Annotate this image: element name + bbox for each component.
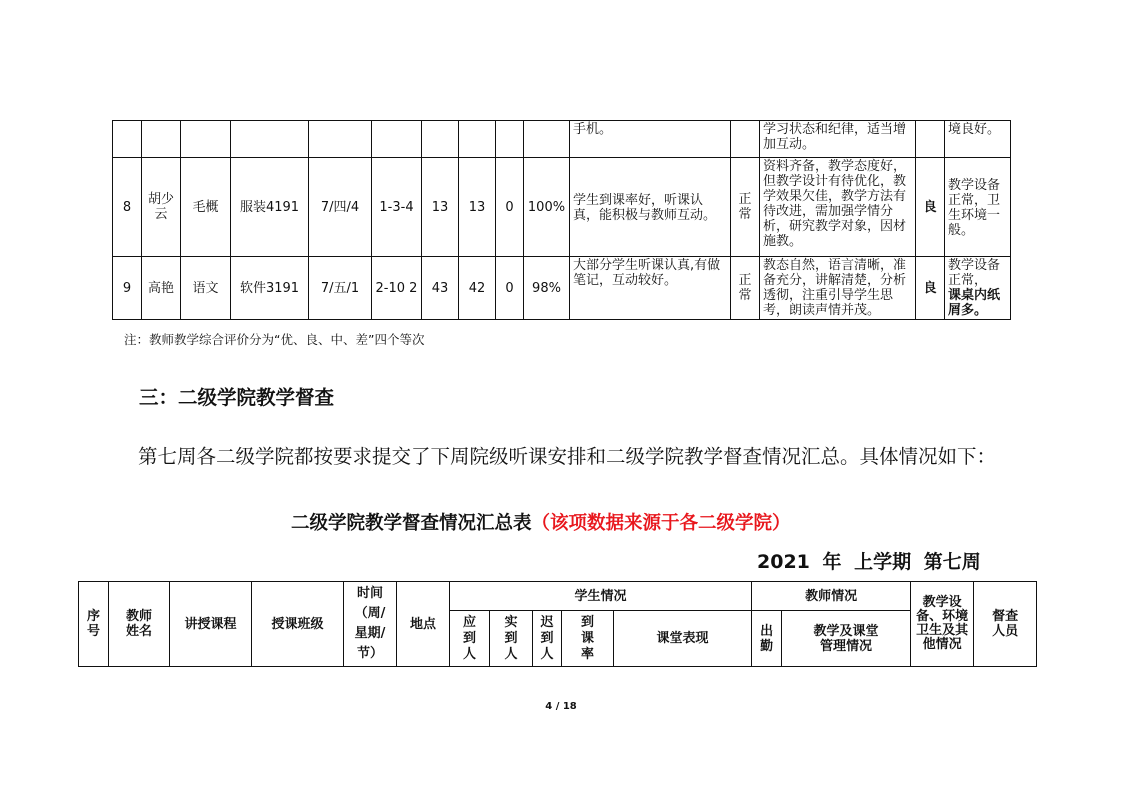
attendance-rate: 100% (524, 158, 570, 257)
time: 7/四/4 (309, 158, 372, 257)
rating (916, 121, 945, 158)
time (309, 121, 372, 158)
environment-line: 教学设备正常， (948, 258, 1001, 288)
header-late-text: 迟到人 (540, 614, 554, 662)
row-no: 9 (113, 257, 142, 320)
header-actual (490, 611, 533, 667)
header-teacher-name (109, 582, 170, 667)
header-management-text: 教学及课堂管理情况 (813, 623, 879, 654)
class-performance: 大部分学生听课认真,有做笔记，互动较好。 (570, 257, 731, 320)
time: 7/五/1 (309, 257, 372, 320)
teacher-attendance: 正常 (731, 257, 760, 320)
header-inspector (974, 582, 1037, 667)
header-expected-text: 应到人 (463, 614, 477, 662)
teacher-attendance (731, 121, 760, 158)
evaluation-note: 注：教师教学综合评价分为“优、良、中、差”四个等次 (124, 332, 425, 347)
actual-count: 42 (459, 257, 496, 320)
attendance-rate (524, 121, 570, 158)
class: 软件3191 (231, 257, 309, 320)
table-row (113, 158, 1011, 257)
environment: 教学设备正常，卫生环境一般。 (945, 158, 1011, 257)
teacher-evaluation-table (112, 120, 1011, 320)
header-environment-text: 教学设备、环境卫生及其他情况 (916, 595, 969, 652)
class: 服装4191 (231, 158, 309, 257)
table-row (113, 257, 1011, 320)
late-count: 0 (496, 158, 524, 257)
header-performance: 课堂表现 (614, 611, 752, 667)
teacher-name: 高艳 (142, 257, 181, 320)
header-actual-text: 实到人 (504, 614, 518, 662)
course: 毛概 (181, 158, 231, 257)
row-no: 8 (113, 158, 142, 257)
actual-count (459, 121, 496, 158)
actual-count: 13 (459, 158, 496, 257)
environment: 境良好。 (945, 121, 1011, 158)
expected-count (422, 121, 459, 158)
header-time-text: 时间（周/星期/节） (354, 586, 386, 661)
section-heading: 三：二级学院教学督查 (139, 386, 335, 409)
header-class: 授课班级 (252, 582, 344, 667)
teacher-attendance: 正常 (731, 158, 760, 257)
header-location: 地点 (397, 582, 450, 667)
header-time (344, 582, 397, 667)
environment-issue: 课桌内纸屑多。 (948, 288, 1001, 318)
page-number: 4 / 18 (545, 701, 577, 712)
expected-count: 13 (422, 158, 459, 257)
header-expected (450, 611, 490, 667)
header-no (79, 582, 109, 667)
course: 语文 (181, 257, 231, 320)
header-teacher-group: 教师情况 (752, 582, 911, 611)
course (181, 121, 231, 158)
rating: 良 (916, 257, 945, 320)
body-paragraph: 第七周各二级学院都按要求提交了下周院级听课安排和二级学院教学督查情况汇总。具体情况如下： (138, 445, 997, 468)
attendance-rate: 98% (524, 257, 570, 320)
header-environment (911, 582, 974, 667)
header-student-group: 学生情况 (450, 582, 752, 611)
teacher-name (142, 121, 181, 158)
class (231, 121, 309, 158)
header-attendance (752, 611, 782, 667)
expected-count: 43 (422, 257, 459, 320)
table-title (291, 509, 791, 535)
table-title-source-note: （该项数据来源于各二级学院） (531, 513, 791, 534)
table-title-main: 二级学院教学督查情况汇总表 (291, 513, 532, 534)
summary-header-row (79, 582, 1037, 611)
teaching-management: 学习状态和纪律，适当增加互动。 (760, 121, 916, 158)
period: 2-10 2 (372, 257, 422, 320)
header-rate (562, 611, 614, 667)
table-row (113, 121, 1011, 158)
environment (945, 257, 1011, 320)
late-count (496, 121, 524, 158)
header-course: 讲授课程 (170, 582, 252, 667)
header-attendance-text: 出勤 (760, 623, 774, 654)
header-no-text: 序号 (87, 609, 101, 639)
teaching-management: 教态自然，语言清晰，准备充分，讲解清楚，分析透彻，注重引导学生思考，朗读声情并茂。 (760, 257, 916, 320)
header-rate-text: 到课率 (581, 614, 595, 662)
header-teacher-name-text: 教师姓名 (126, 609, 153, 639)
late-count: 0 (496, 257, 524, 320)
class-performance: 手机。 (570, 121, 731, 158)
term-label: 2021 年 上学期 第七周 (757, 551, 981, 573)
header-inspector-text: 督查人员 (992, 609, 1019, 639)
teaching-management: 资料齐备，教学态度好，但教学设计有待优化，教学效果欠佳，教学方法有待改进，需加强学情分析，研究教学对象，因材施教。 (760, 158, 916, 257)
period (372, 121, 422, 158)
row-no (113, 121, 142, 158)
period: 1-3-4 (372, 158, 422, 257)
teacher-name: 胡少云 (142, 158, 181, 257)
header-late (533, 611, 562, 667)
header-management (782, 611, 911, 667)
class-performance: 学生到课率好，听课认真，能积极与教师互动。 (570, 158, 731, 257)
college-inspection-summary-table (78, 581, 1037, 667)
rating: 良 (916, 158, 945, 257)
